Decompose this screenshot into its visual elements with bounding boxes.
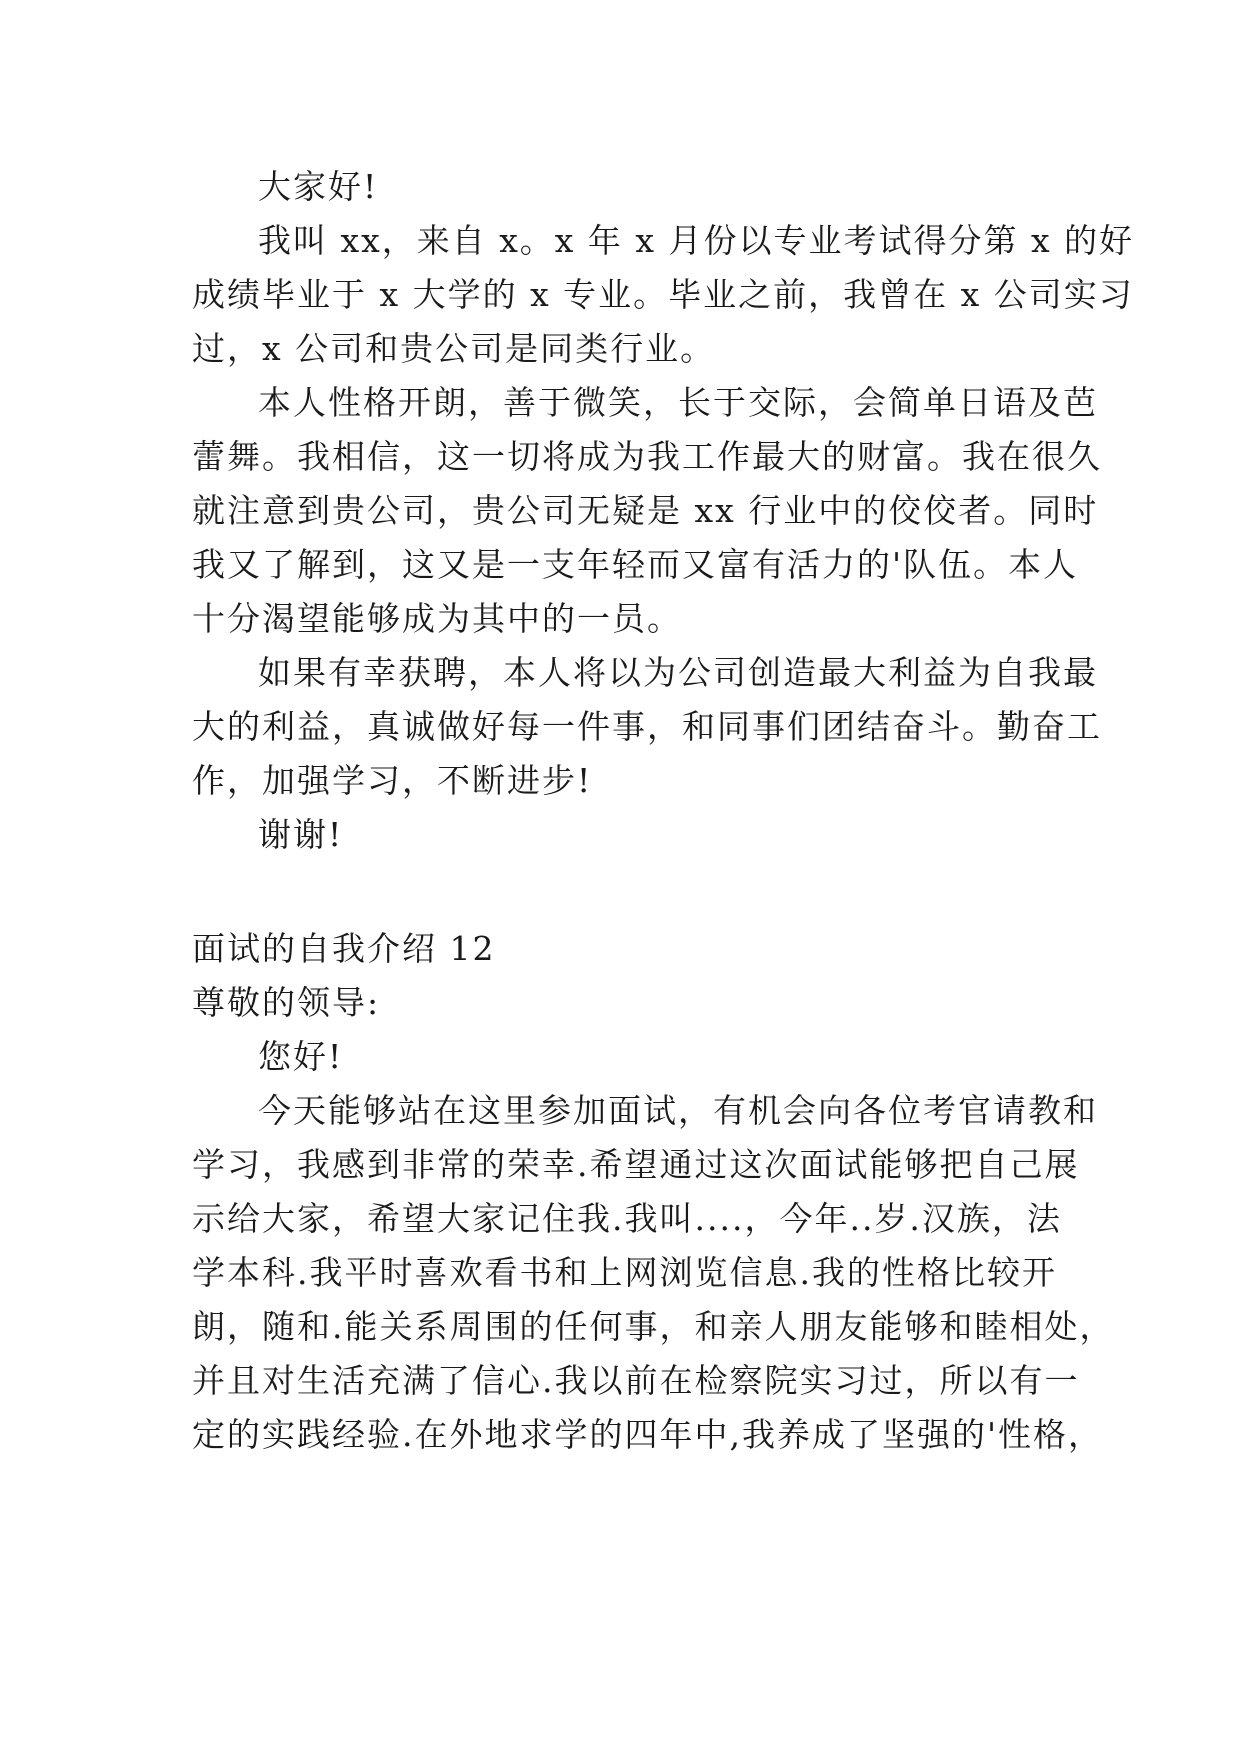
greeting: 大家好! — [258, 167, 379, 206]
section-gap — [192, 862, 1052, 922]
paragraph-line: 十分渴望能够成为其中的一员。 — [192, 599, 682, 638]
paragraph-line: 学本科.我平时喜欢看书和上网浏览信息.我的性格比较开 — [192, 1253, 1057, 1292]
paragraph-interview — [192, 1084, 1115, 1462]
paragraph-line: 今天能够站在这里参加面试，有机会向各位考官请教和 — [258, 1091, 1098, 1130]
paragraph-line: 过，x 公司和贵公司是同类行业。 — [192, 329, 716, 368]
paragraph-line: 作，加强学习，不断进步! — [192, 761, 593, 800]
greeting: 您好! — [258, 1037, 344, 1076]
paragraph-line: 如果有幸获聘，本人将以为公司创造最大利益为自我最 — [258, 653, 1098, 692]
paragraph-intro — [192, 214, 1135, 376]
paragraph-line: 成绩毕业于 x 大学的 x 专业。毕业之前，我曾在 x 公司实习 — [192, 275, 1134, 314]
paragraph-line: 定的实践经验.在外地求学的四年中,我养成了坚强的'性格， — [192, 1415, 1104, 1454]
paragraph-line: 就注意到贵公司，贵公司无疑是 xx 行业中的佼佼者。同时 — [192, 491, 1099, 530]
document-page — [192, 160, 1135, 1462]
paragraph-line: 大的利益，真诚做好每一件事，和同事们团结奋斗。勤奋工 — [192, 707, 1102, 746]
paragraph-line: 本人性格开朗，善于微笑，长于交际，会简单日语及芭 — [258, 383, 1098, 422]
paragraph-line: 示给大家，希望大家记住我.我叫....，今年..岁.汉族，法 — [192, 1199, 1062, 1238]
paragraph-line: 蕾舞。我相信，这一切将成为我工作最大的财富。我在很久 — [192, 437, 1102, 476]
paragraph-line: 我叫 xx，来自 x。x 年 x 月份以专业考试得分第 x 的好 — [258, 221, 1135, 260]
paragraph-line: 学习，我感到非常的荣幸.希望通过这次面试能够把自己展 — [192, 1145, 1080, 1184]
paragraph-line: 我又了解到，这又是一支年轻而又富有活力的'队伍。本人 — [192, 545, 1079, 584]
paragraph-line: 朗，随和.能关系周围的任何事，和亲人朋友能够和睦相处， — [192, 1307, 1115, 1346]
thanks: 谢谢! — [258, 815, 344, 854]
salutation: 尊敬的领导: — [192, 983, 381, 1022]
section-heading: 面试的自我介绍 12 — [192, 929, 496, 968]
paragraph-commitment — [192, 646, 1102, 808]
paragraph-line: 并且对生活充满了信心.我以前在检察院实习过，所以有一 — [192, 1361, 1080, 1400]
paragraph-personality — [192, 376, 1102, 646]
